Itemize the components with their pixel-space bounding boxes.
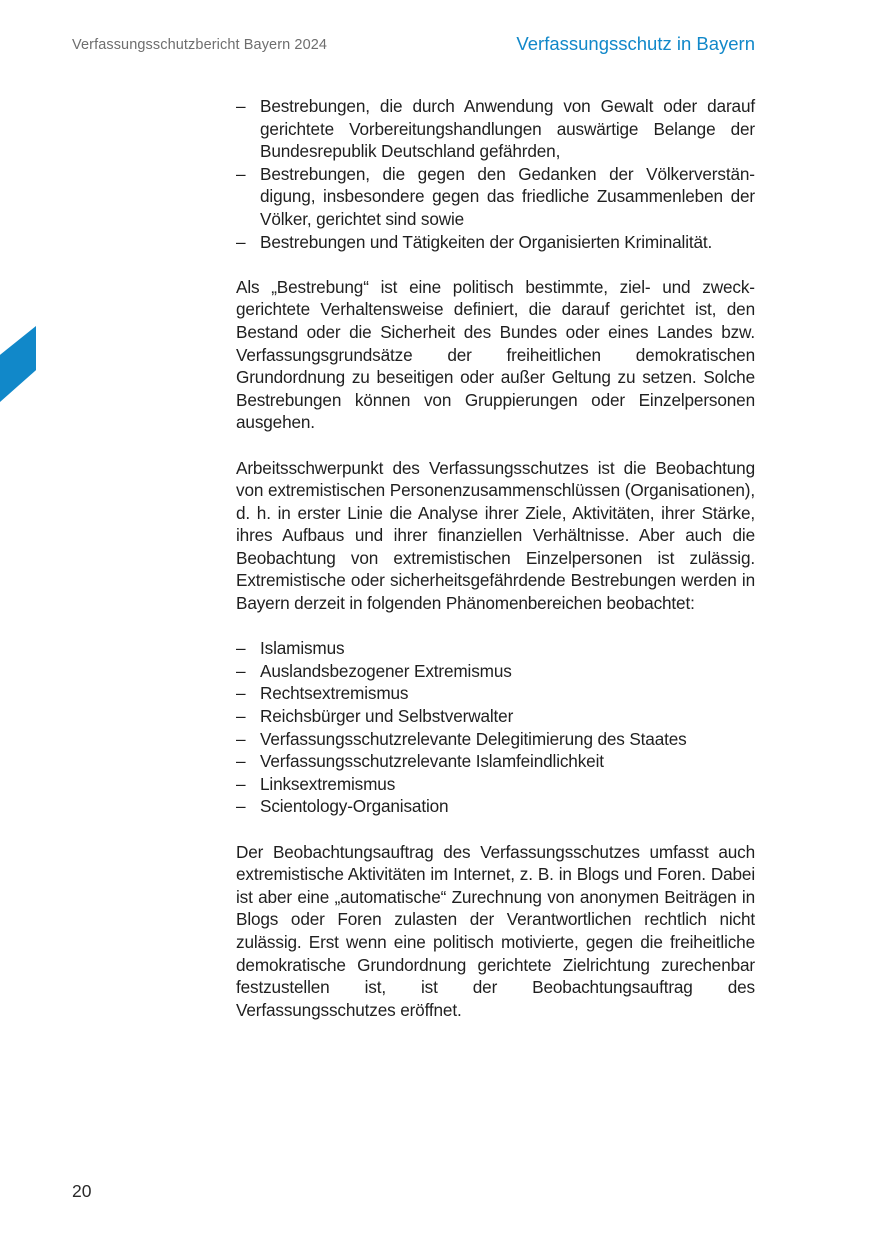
list-item: – Linksextremismus bbox=[236, 773, 755, 796]
chapter-marker-tab bbox=[0, 326, 36, 402]
page-body bbox=[236, 95, 755, 1021]
list-item: – Auslandsbezogener Extremismus bbox=[236, 660, 755, 683]
list-item: – Reichsbürger und Selbstverwalter bbox=[236, 705, 755, 728]
list-item: – Bestrebungen, die durch Anwendung von Gewalt oder darauf gerichtete Vorbereitungshandlungen auswärtige Belange der Bundesrepublik Deutschland gefährden, bbox=[236, 95, 755, 163]
list-item: – Islamismus bbox=[236, 637, 755, 660]
phenomena-list bbox=[236, 637, 755, 818]
list-item: – Bestrebungen und Tätigkeiten der Organisierten Kriminalität. bbox=[236, 231, 755, 254]
list-item: – Verfassungsschutzrelevante Delegitimierung des Staates bbox=[236, 728, 755, 751]
list-item: – Rechtsextremismus bbox=[236, 682, 755, 705]
list-item: – Bestrebungen, die gegen den Gedanken der Völkerverständigung, insbesondere gegen das friedliche Zusammenleben der Völker, gerichtet sind sowie bbox=[236, 163, 755, 231]
paragraph-internet: Der Beobachtungsauftrag des Verfassungsschutzes umfasst auch extremistische Aktivitäten im Internet, z. B. in Blogs und Foren. Dabei ist aber eine „automatische“ Zurechnung von anonymen Beiträgen in Blogs oder Foren zulasten der Verantwortlichen rechtlich nicht zulässig. Erst wenn eine politisch motivierte, gegen die freiheitliche demokratische Grundordnung gerichtete Zielrichtung zurechenbar festzustellen ist, ist der Beobachtungsauftrag des Verfassungsschutzes eröffnet. bbox=[236, 841, 755, 1020]
list-item: – Verfassungsschutzrelevante Islamfeindlichkeit bbox=[236, 750, 755, 773]
restriction-list bbox=[236, 95, 755, 253]
page-number: 20 bbox=[72, 1181, 92, 1201]
paragraph-focus: Arbeitsschwerpunkt des Verfassungsschutzes ist die Beobachtung von extremistischen Personenzusammenschlüssen (Organisationen), d. h. in erster Linie die Analyse ihrer Ziele, Aktivitäten, ihrer Stärke, ihres Aufbaus und ihrer finanziellen Verhältnisse. Aber auch die Beobachtung von extremistischen Einzelpersonen ist zulässig. Extremistische oder sicherheitsgefährdende Bestrebungen werden in Bayern derzeit in folgenden Phänomenbereichen beobachtet: bbox=[236, 457, 755, 614]
section-header: Verfassungsschutz in Bayern bbox=[516, 33, 755, 54]
list-item: – Scientology-Organisation bbox=[236, 795, 755, 818]
running-header-title: Verfassungsschutzbericht Bayern 2024 bbox=[72, 37, 328, 53]
paragraph-definition: Als „Bestrebung“ ist eine politisch bestimmte, ziel- und zweckgerichtete Verhaltensweise definiert, die darauf gerichtet ist, den Bestand oder die Sicherheit des Bundes oder eines Landes bzw. Verfassungsgrundsätze der freiheitlichen demokratischen Grundordnung zu beseitigen oder außer Geltung zu setzen. Solche Bestrebungen können von Gruppierungen oder Einzelpersonen ausgehen. bbox=[236, 276, 755, 433]
